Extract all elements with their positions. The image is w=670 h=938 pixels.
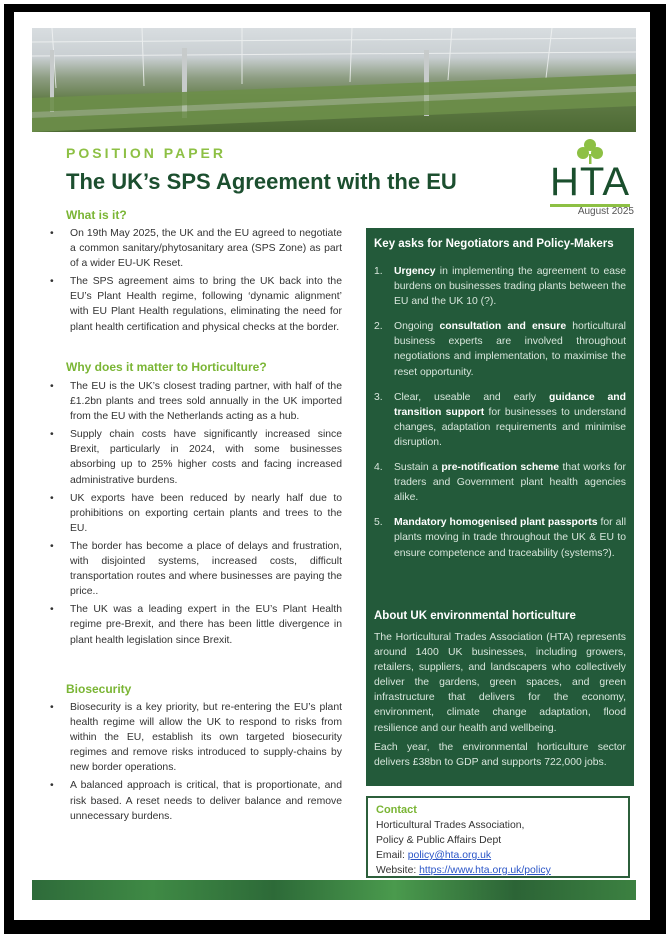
footer-image-strip bbox=[32, 880, 636, 900]
contact-dept: Policy & Public Affairs Dept bbox=[376, 835, 502, 846]
list-item: • A balanced approach is critical, that is proportionate, and risk based. A reset needs to deliver balance and remove unnecessary burdens. bbox=[44, 778, 342, 823]
contact-email-line: Email: policy@hta.org.uk bbox=[376, 850, 492, 861]
about-paragraph: The Horticultural Trades Association (HTA) represents around 1400 UK businesses, including growers, retailers, suppliers, and landscapers who collectively deliver the gardens, green spaces, and green infrastructure that delivers for the economy, environment, climate change adaptation, flood resilience and our health and wellbeing. bbox=[374, 632, 626, 734]
document-date: August 2025 bbox=[577, 206, 634, 217]
contact-website-line: Website: https://www.hta.org.uk/policy bbox=[376, 865, 551, 876]
list-item: • UK exports have been reduced by nearly half due to prohibitions on exporting certain plants and trees to the EU. bbox=[44, 491, 342, 536]
list-item: • Biosecurity is a key priority, but re-entering the EU’s plant health regime will allow the UK to respond to risks from within the EU, establish its own targeted biosecurity regimes and remove risks introduced to supply-chains by new border operations. bbox=[44, 700, 342, 775]
key-asks-panel bbox=[366, 228, 634, 786]
key-ask-item: 2. Ongoing consultation and ensure horticultural business experts are involved throughout negotiations and implementation, to maximise the reset opportunity. bbox=[374, 321, 626, 378]
key-ask-item: 4. Sustain a pre-notification scheme that works for traders and Government plant health agencies alike. bbox=[374, 462, 626, 504]
document-page bbox=[14, 12, 650, 920]
contact-heading: Contact bbox=[376, 804, 417, 816]
about-heading: About UK environmental horticulture bbox=[374, 610, 576, 622]
contact-box bbox=[366, 796, 630, 878]
contact-email-link[interactable]: policy@hta.org.uk bbox=[407, 850, 492, 861]
section-what-list bbox=[44, 226, 342, 338]
key-ask-item: 1. Urgency in implementing the agreement to ease burdens on businesses trading plants between the EU and the UK 10 (?). bbox=[374, 266, 626, 308]
section-heading-why: Why does it matter to Horticulture? bbox=[66, 360, 267, 374]
list-item: • The UK was a leading expert in the EU’s Plant Health regime pre-Brexit, and there has been little divergence in plant health legislation since Brexit. bbox=[44, 602, 342, 647]
key-ask-item: 5. Mandatory homogenised plant passports for all plants moving in trade throughout the UK & EU to ensure competence and traceability (systems?). bbox=[374, 517, 626, 559]
about-paragraph: Each year, the environmental horticulture sector delivers £38bn to GDP and supports 722,000 jobs. bbox=[374, 741, 626, 768]
key-asks-list bbox=[374, 264, 626, 571]
section-why-list bbox=[44, 379, 342, 651]
key-asks-heading: Key asks for Negotiators and Policy-Makers bbox=[374, 238, 614, 250]
section-biosecurity-list bbox=[44, 700, 342, 827]
about-text bbox=[374, 630, 626, 774]
list-item: • Supply chain costs have significantly increased since Brexit, particularly in 2024, with some businesses absorbing up to 25% higher costs and facing increased administrative burdens. bbox=[44, 427, 342, 487]
key-ask-item: 3. Clear, useable and early guidance and transition support for businesses to understand changes, adaptation requirements and minimise disruption. bbox=[374, 391, 626, 448]
list-item: • The border has become a place of delays and frustration, with disjointed systems, increased costs, difficult transportation routes and where businesses are paying the price.. bbox=[44, 539, 342, 599]
greenhouse-header-image bbox=[32, 28, 636, 132]
section-heading-biosecurity: Biosecurity bbox=[66, 682, 132, 696]
section-heading-what: What is it? bbox=[66, 208, 127, 222]
logo-text: HTA bbox=[549, 160, 631, 204]
list-item: • The SPS agreement aims to bring the UK back into the EU’s Plant Health regime, following ‘dynamic alignment’ with EU Plant Health regulations, eliminating the need for plant health certification and physical checks at the border. bbox=[44, 274, 342, 334]
document-kicker: POSITION PAPER bbox=[66, 145, 226, 161]
document-title: The UK’s SPS Agreement with the EU bbox=[66, 169, 457, 194]
contact-website-link[interactable]: https://www.hta.org.uk/policy bbox=[419, 865, 551, 876]
list-item: • On 19th May 2025, the UK and the EU agreed to negotiate a common sanitary/phytosanitary area (SPS Zone) as part of a wider EU-UK Reset. bbox=[44, 226, 342, 271]
contact-org: Horticultural Trades Association, bbox=[376, 820, 525, 831]
list-item: • The EU is the UK’s closest trading partner, with half of the £1.2bn plants and trees sold annually in the UK imported from the EU with the Netherlands acting as a hub. bbox=[44, 379, 342, 424]
